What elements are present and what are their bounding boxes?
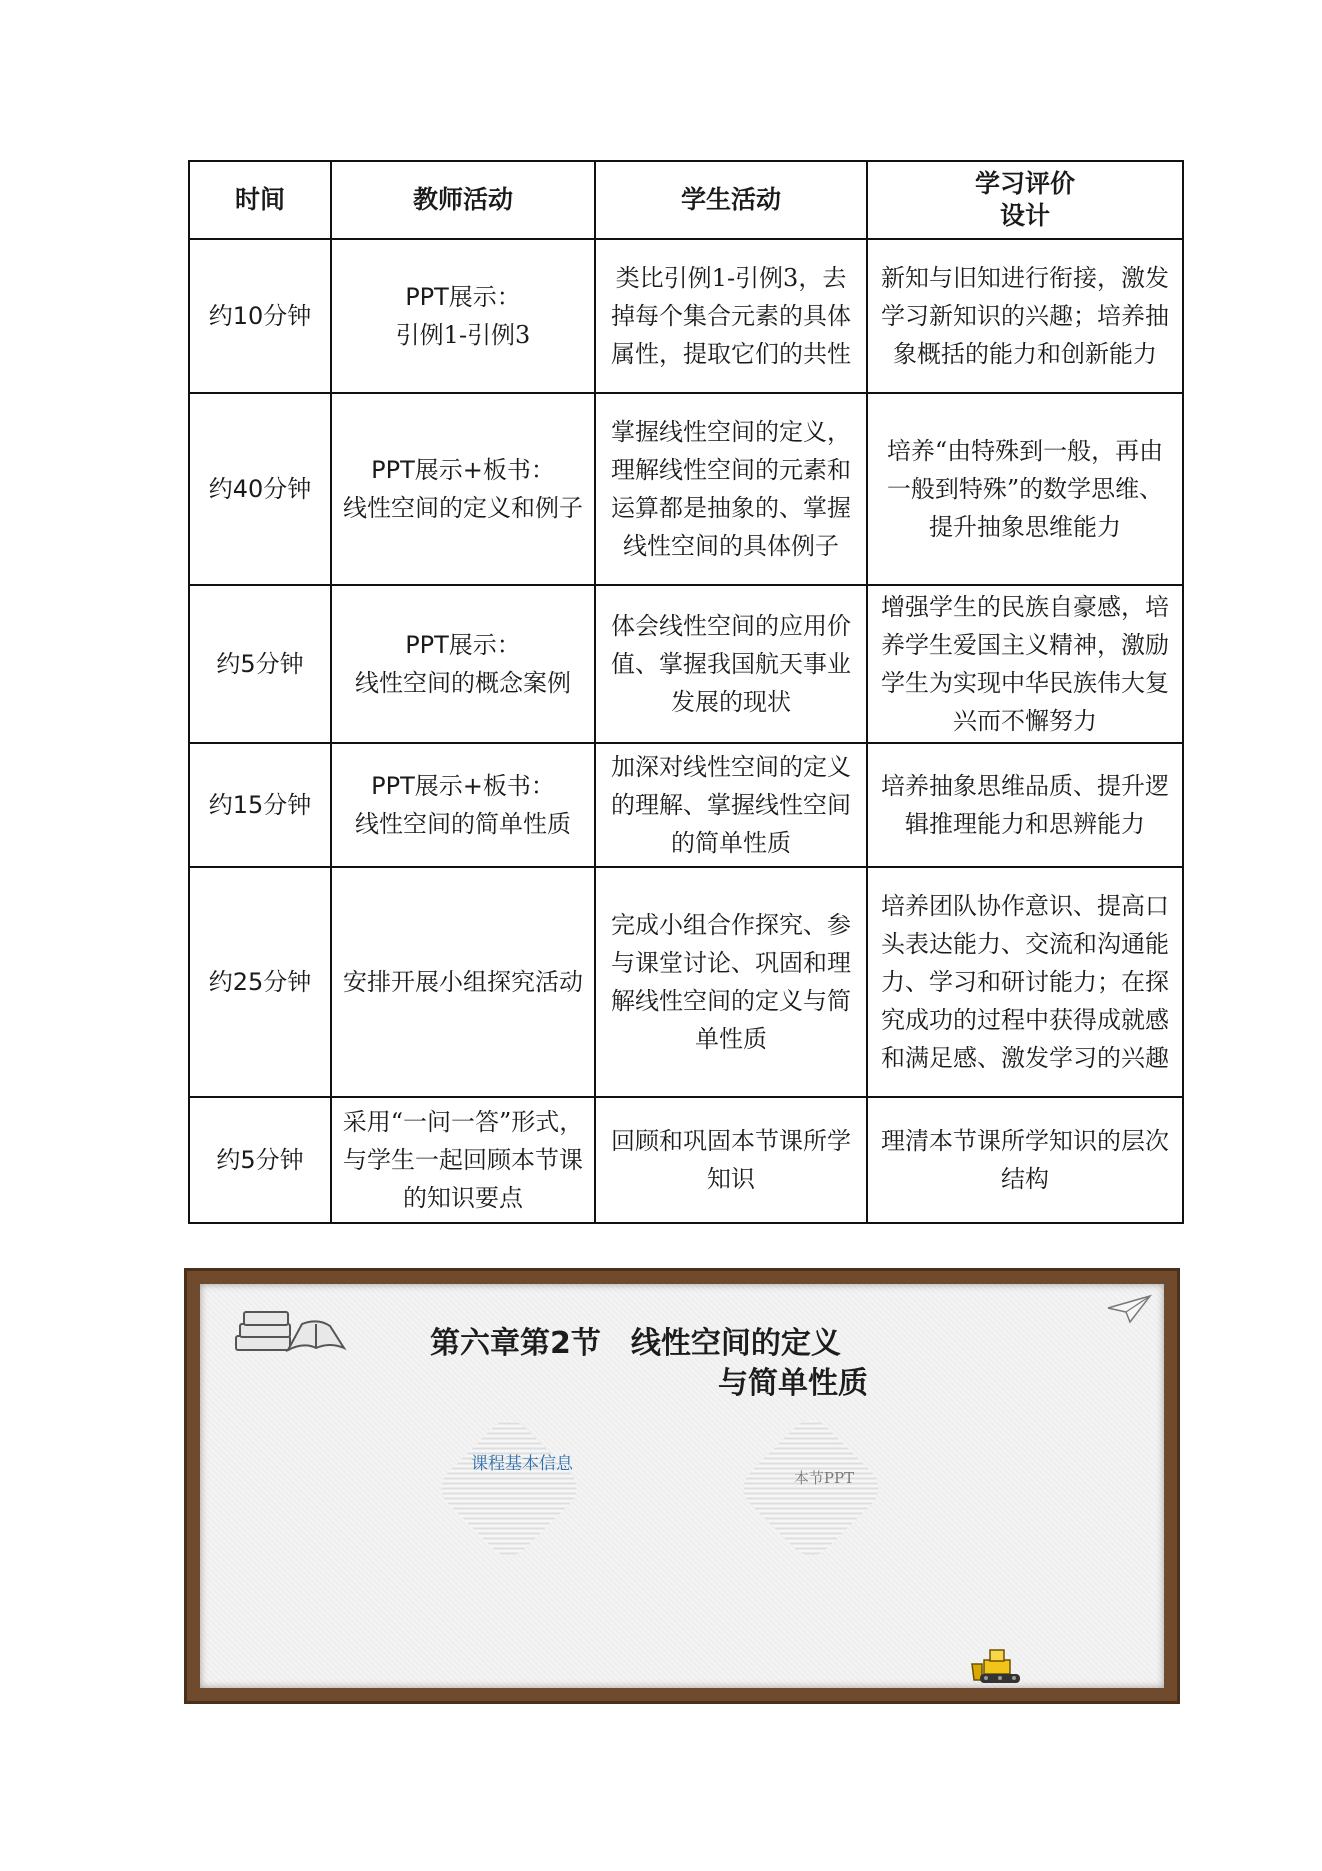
cell-evaluation: 培养抽象思维品质、提升逻辑推理能力和思辨能力 bbox=[867, 743, 1183, 867]
course-info-button-shape[interactable] bbox=[433, 1412, 586, 1565]
header-teacher: 教师活动 bbox=[331, 161, 595, 239]
teacher-line: 线性空间的概念案例 bbox=[355, 669, 571, 697]
teacher-line: 线性空间的简单性质 bbox=[355, 810, 571, 838]
cell-student: 回顾和巩固本节课所学知识 bbox=[595, 1097, 867, 1223]
cell-time: 约10分钟 bbox=[189, 239, 331, 393]
table-row bbox=[189, 585, 1183, 743]
lesson-plan-table bbox=[188, 160, 1184, 1224]
table-row bbox=[189, 867, 1183, 1097]
ppt-slide-preview bbox=[184, 1268, 1180, 1704]
header-student: 学生活动 bbox=[595, 161, 867, 239]
table-row bbox=[189, 239, 1183, 393]
cell-student: 完成小组合作探究、参与课堂讨论、巩固和理解线性空间的定义与简单性质 bbox=[595, 867, 867, 1097]
cell-teacher bbox=[331, 867, 595, 1097]
cell-time: 约5分钟 bbox=[189, 585, 331, 743]
cell-teacher bbox=[331, 393, 595, 585]
slide-title-line1: 第六章第2节 线性空间的定义 bbox=[430, 1326, 841, 1361]
cell-teacher bbox=[331, 1097, 595, 1223]
slide-title-line2: 与简单性质 bbox=[718, 1366, 868, 1401]
table-row bbox=[189, 393, 1183, 585]
bulldozer-icon bbox=[970, 1646, 1024, 1686]
cell-student: 掌握线性空间的定义，理解线性空间的元素和运算都是抽象的、掌握线性空间的具体例子 bbox=[595, 393, 867, 585]
cell-evaluation: 培养“由特殊到一般，再由一般到特殊”的数学思维、提升抽象思维能力 bbox=[867, 393, 1183, 585]
cell-time: 约25分钟 bbox=[189, 867, 331, 1097]
table-row bbox=[189, 743, 1183, 867]
cell-student: 类比引例1-引例3，去掉每个集合元素的具体属性，提取它们的共性 bbox=[595, 239, 867, 393]
table-row bbox=[189, 1097, 1183, 1223]
slide-title bbox=[430, 1324, 868, 1404]
teacher-line: PPT展示： bbox=[405, 631, 521, 659]
cell-evaluation: 理清本节课所学知识的层次结构 bbox=[867, 1097, 1183, 1223]
teacher-line: 线性空间的定义和例子 bbox=[343, 494, 583, 522]
cell-evaluation: 增强学生的民族自豪感，培养学生爱国主义精神，激励学生为实现中华民族伟大复兴而不懈努力 bbox=[867, 585, 1183, 743]
cell-time: 约40分钟 bbox=[189, 393, 331, 585]
cell-student: 体会线性空间的应用价值、掌握我国航天事业发展的现状 bbox=[595, 585, 867, 743]
cell-teacher bbox=[331, 585, 595, 743]
teacher-line: PPT展示： bbox=[405, 283, 521, 311]
teacher-line: PPT展示+板书： bbox=[371, 456, 555, 484]
cell-teacher bbox=[331, 239, 595, 393]
slides-button[interactable]: 本节PPT bbox=[793, 1469, 855, 1487]
header-eval-line2: 设计 bbox=[999, 201, 1050, 230]
cell-evaluation: 培养团队协作意识、提高口头表达能力、交流和沟通能力、学习和研讨能力；在探究成功的过程中获得成就感和满足感、激发学习的兴趣 bbox=[867, 867, 1183, 1097]
teacher-line: 引例1-引例3 bbox=[395, 321, 531, 349]
cell-time: 约15分钟 bbox=[189, 743, 331, 867]
course-info-button[interactable]: 课程基本信息 bbox=[471, 1454, 573, 1474]
cell-student: 加深对线性空间的定义的理解、掌握线性空间的简单性质 bbox=[595, 743, 867, 867]
cell-teacher bbox=[331, 743, 595, 867]
header-time: 时间 bbox=[189, 161, 331, 239]
table-header-row bbox=[189, 161, 1183, 239]
cell-time: 约5分钟 bbox=[189, 1097, 331, 1223]
teacher-line: PPT展示+板书： bbox=[371, 772, 555, 800]
header-evaluation bbox=[867, 161, 1183, 239]
teacher-line: 安排开展小组探究活动 bbox=[343, 968, 583, 996]
teacher-line: 采用“一问一答”形式，与学生一起回顾本节课的知识要点 bbox=[342, 1108, 584, 1212]
slide-canvas bbox=[200, 1284, 1164, 1688]
header-eval-line1: 学习评价 bbox=[974, 169, 1075, 198]
cell-evaluation: 新知与旧知进行衔接，激发学习新知识的兴趣；培养抽象概括的能力和创新能力 bbox=[867, 239, 1183, 393]
paper-plane-icon bbox=[1106, 1294, 1152, 1324]
books-icon bbox=[230, 1304, 350, 1358]
